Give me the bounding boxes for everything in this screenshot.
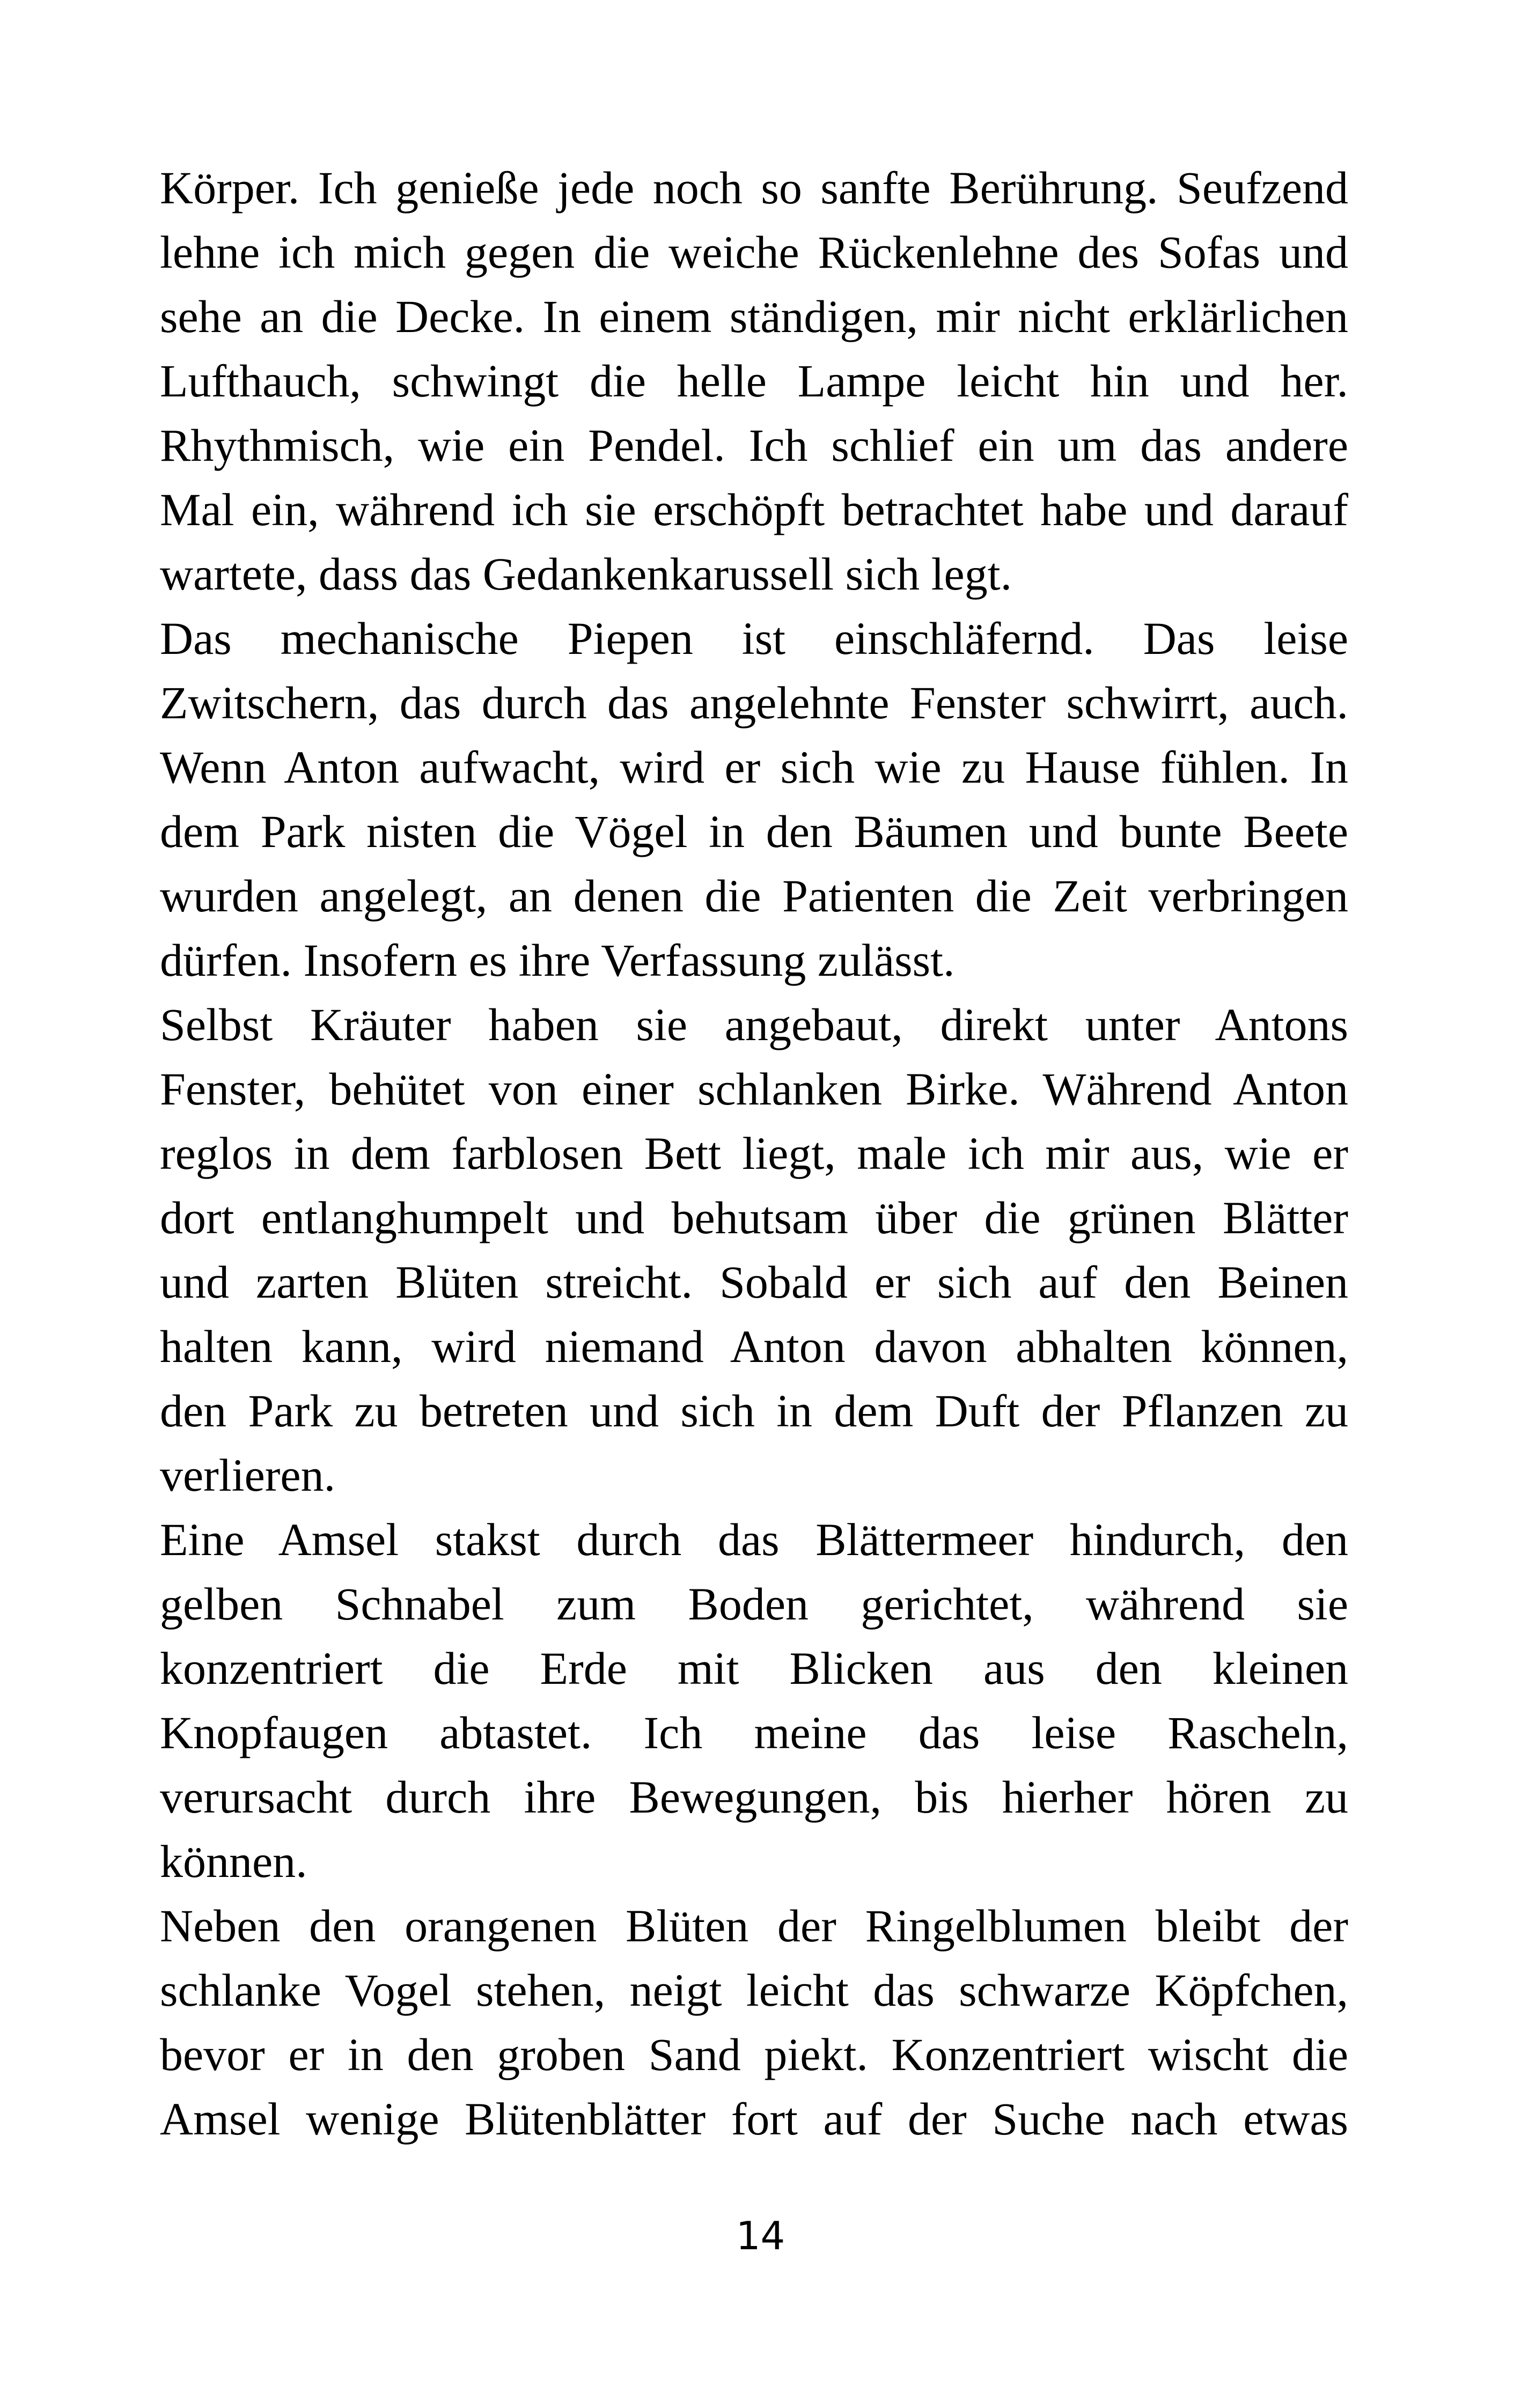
text-line: dort entlanghumpelt und behutsam über die grünen Blätter	[160, 1192, 1348, 1243]
text-line: wartete, dass das Gedankenkarussell sich legt.	[160, 548, 1012, 600]
text-line: Knopfaugen abtastet. Ich meine das leise Rascheln,	[160, 1707, 1348, 1758]
text-line: verursacht durch ihre Bewegungen, bis hierher hören zu	[160, 1771, 1348, 1823]
text-line: wurden angelegt, an denen die Patienten die Zeit verbringen	[160, 870, 1348, 922]
text-line: verlieren.	[160, 1449, 336, 1501]
text-line: Wenn Anton aufwacht, wird er sich wie zu Hause fühlen. In	[160, 741, 1348, 793]
text-line: sehe an die Decke. In einem ständigen, mir nicht erklärlichen	[160, 291, 1348, 342]
text-line: Lufthauch, schwingt die helle Lampe leicht hin und her.	[160, 355, 1348, 407]
text-line: konzentriert die Erde mit Blicken aus den kleinen	[160, 1643, 1348, 1694]
text-line: können.	[160, 1836, 307, 1887]
text-line: lehne ich mich gegen die weiche Rückenlehne des Sofas und	[160, 226, 1348, 278]
text-line: den Park zu betreten und sich in dem Duft der Pflanzen zu	[160, 1385, 1348, 1437]
text-line: halten kann, wird niemand Anton davon abhalten können,	[160, 1321, 1348, 1372]
text-line: Amsel wenige Blütenblätter fort auf der Suche nach etwas	[160, 2093, 1348, 2145]
text-line: Körper. Ich genieße jede noch so sanfte Berührung. Seufzend	[160, 162, 1348, 213]
text-line: Das mechanische Piepen ist einschläfernd. Das leise	[160, 613, 1348, 664]
text-line: bevor er in den groben Sand piekt. Konzentriert wischt die	[160, 2029, 1348, 2080]
text-line: Mal ein, während ich sie erschöpft betrachtet habe und darauf	[160, 484, 1348, 535]
text-line: Rhythmisch, wie ein Pendel. Ich schlief ein um das andere	[160, 419, 1348, 471]
page-number: 14	[736, 2213, 785, 2258]
text-line: reglos in dem farblosen Bett liegt, male ich mir aus, wie er	[160, 1128, 1348, 1179]
text-line: Zwitschern, das durch das angelehnte Fenster schwirrt, auch.	[160, 677, 1348, 728]
body-text	[160, 156, 1348, 2151]
text-line: Fenster, behütet von einer schlanken Birke. Während Anton	[160, 1063, 1348, 1115]
text-line: Selbst Kräuter haben sie angebaut, direkt unter Antons	[160, 999, 1348, 1050]
text-line: dürfen. Insofern es ihre Verfassung zulässt.	[160, 934, 955, 986]
text-line: dem Park nisten die Vögel in den Bäumen und bunte Beete	[160, 806, 1348, 857]
text-line: Eine Amsel stakst durch das Blättermeer hindurch, den	[160, 1514, 1348, 1565]
text-line: Neben den orangenen Blüten der Ringelblumen bleibt der	[160, 1900, 1348, 1952]
text-line: und zarten Blüten streicht. Sobald er sich auf den Beinen	[160, 1256, 1348, 1308]
text-line: gelben Schnabel zum Boden gerichtet, während sie	[160, 1578, 1348, 1630]
text-line: schlanke Vogel stehen, neigt leicht das schwarze Köpfchen,	[160, 1964, 1348, 2016]
